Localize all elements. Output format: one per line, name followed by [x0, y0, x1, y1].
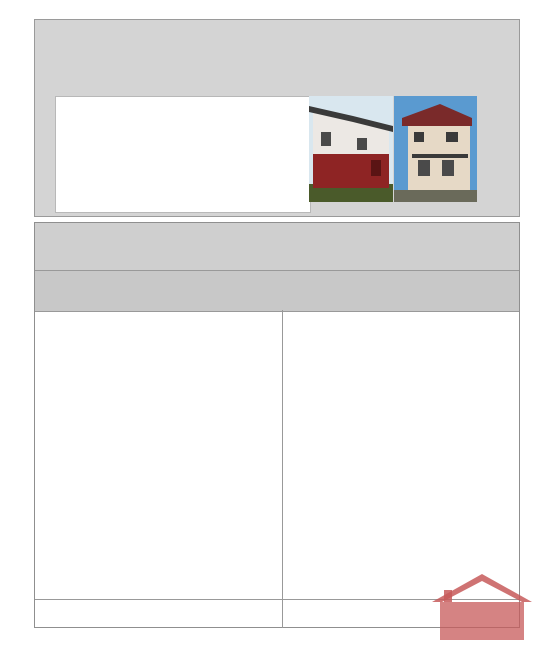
info-row-shape-factor — [56, 172, 310, 188]
info-row-city — [56, 123, 310, 139]
realty-watermark-logo — [414, 568, 549, 640]
column-divider — [282, 310, 283, 628]
rating-title-bar — [35, 223, 519, 270]
building-info-table — [55, 96, 311, 213]
building-photo-side — [309, 96, 393, 202]
column-headers — [35, 270, 519, 312]
info-row-reference-area — [56, 191, 310, 207]
building-photo-front — [394, 96, 477, 202]
info-row-type — [56, 139, 310, 155]
certificate-header-panel — [34, 19, 520, 217]
info-row-envelope-area — [56, 155, 310, 171]
info-row-street — [56, 107, 310, 123]
